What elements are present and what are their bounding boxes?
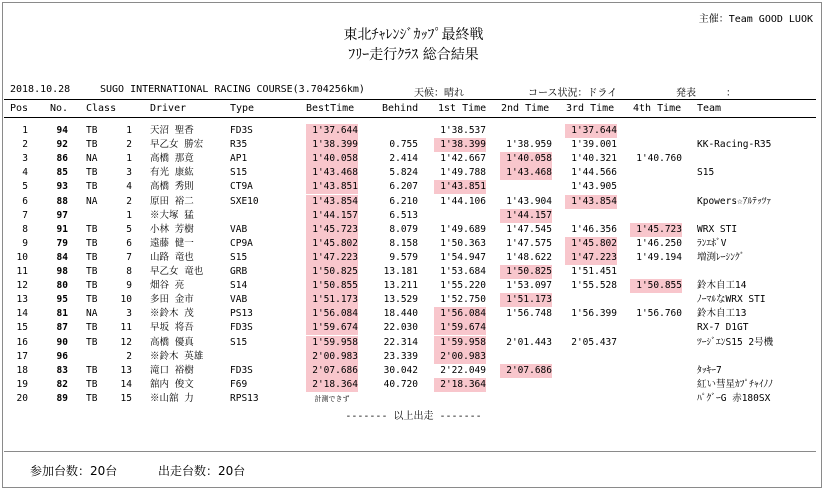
cell-best: 1'43.851: [306, 180, 358, 194]
cell-cr: 2: [126, 139, 132, 151]
cell-t2: [500, 124, 552, 138]
cell-pos: 19: [16, 378, 28, 390]
cell-team: [697, 350, 815, 364]
cell-team: ﾗﾝｴﾎﾞV: [697, 237, 727, 249]
cell-t2: 1'51.173: [500, 293, 552, 307]
cell-t1: [434, 209, 486, 223]
cell-no: 84: [56, 251, 68, 263]
course-status: コース状況：ドライ: [528, 88, 618, 99]
cell-behind: [364, 392, 418, 406]
cell-no: 90: [56, 336, 68, 348]
cell-behind: 13.211: [383, 280, 418, 292]
cell-best: 計測できず: [314, 394, 350, 403]
cell-cr: 14: [120, 378, 132, 390]
cell-no: 87: [56, 322, 68, 334]
cell-driver: 舘内 俊文: [150, 378, 194, 390]
cell-t4: 1'56.760: [636, 308, 682, 320]
cell-t2: [500, 392, 552, 406]
cell-driver: 遠藤 健一: [150, 237, 194, 249]
cell-cls: TB: [86, 364, 98, 376]
cell-cls: TB: [86, 181, 98, 193]
header-behind: Behind: [382, 103, 419, 114]
cell-best: 1'43.854: [306, 195, 358, 209]
cell-no: 92: [56, 139, 68, 151]
cell-best: 1'51.173: [306, 293, 358, 307]
cell-t2: [500, 378, 552, 392]
cell-best: 2'07.686: [306, 364, 358, 378]
cell-behind: 6.207: [389, 181, 418, 193]
cell-driver: ※鈴木 茂: [150, 308, 194, 320]
cell-pos: 12: [16, 280, 28, 292]
cell-behind: 23.339: [383, 350, 418, 362]
cell-pos: 5: [22, 181, 28, 193]
cell-best: 2'18.364: [306, 378, 358, 392]
cell-best: 1'45.723: [306, 223, 358, 237]
cell-no: 80: [56, 280, 68, 292]
cell-cr: 1: [126, 125, 132, 136]
cell-team: [697, 209, 815, 223]
cell-cr: 1: [126, 153, 132, 165]
cell-pos: 2: [22, 139, 28, 151]
cell-t4: [630, 336, 682, 350]
cell-t4: [630, 265, 682, 279]
cell-cr: 11: [120, 322, 132, 334]
cell-driver: ※山舘 力: [150, 392, 194, 404]
header-team: Team: [697, 103, 722, 114]
cell-type: VAB: [230, 223, 248, 235]
cell-driver: 早乙女 勝宏: [150, 139, 204, 151]
cell-team: Kpowers☆ｱﾙﾃｯﾂｧ: [697, 195, 772, 207]
cell-t3: 1'56.399: [571, 308, 617, 320]
cell-t4: [630, 166, 682, 180]
cell-pos: 3: [22, 153, 28, 165]
cell-pos: 20: [16, 392, 28, 404]
cell-behind: 30.042: [383, 364, 418, 376]
cell-t4: 1'40.760: [636, 153, 682, 165]
cell-cls: TB: [86, 223, 98, 235]
announce-time: 発表 ：: [676, 88, 736, 99]
cell-type: S15: [230, 251, 248, 263]
cell-cr: 6: [126, 237, 132, 249]
cell-no: 96: [56, 350, 68, 362]
cell-team: [697, 265, 815, 279]
cell-no: 97: [56, 209, 68, 221]
event-date: 2018.10.28: [10, 84, 71, 95]
end-note: ------- 以上出走 -------: [345, 411, 482, 422]
cell-t4: [630, 364, 682, 378]
cell-no: 89: [56, 392, 68, 404]
cell-pos: 14: [16, 308, 28, 320]
cell-type: GRB: [230, 266, 248, 277]
cell-cls: NA: [86, 195, 98, 207]
cell-best: 1'44.157: [306, 209, 358, 223]
cell-type: [230, 350, 290, 364]
cell-t3: 1'40.321: [571, 153, 617, 165]
cell-t2: 1'43.904: [506, 195, 552, 207]
cell-driver: 早乙女 竜也: [150, 266, 204, 277]
cell-no: 98: [56, 266, 68, 277]
cell-type: SXE10: [230, 195, 259, 207]
cell-t1: 1'38.537: [440, 125, 486, 136]
cell-t2: [500, 350, 552, 364]
cell-behind: 5.824: [389, 167, 418, 179]
cell-t4: [630, 378, 682, 392]
cell-t4: [630, 180, 682, 194]
cell-t2: 1'56.748: [506, 308, 552, 320]
cell-t3: 2'05.437: [571, 336, 617, 348]
cell-type: PS13: [230, 308, 253, 320]
cell-driver: 高橋 那竟: [150, 153, 194, 165]
cell-no: 95: [56, 294, 68, 306]
header-class: Class: [86, 103, 117, 114]
cell-best: 1'50.855: [306, 279, 358, 293]
cell-t2: 1'50.825: [500, 265, 552, 279]
cell-t1: 1'56.084: [434, 307, 486, 321]
cell-t2: 1'44.157: [500, 209, 552, 223]
cell-t4: 1'46.250: [636, 237, 682, 249]
cell-type: FD3S: [230, 364, 253, 376]
cell-t3: 1'43.854: [565, 195, 617, 209]
cell-pos: 7: [22, 209, 28, 221]
cell-best: 1'45.802: [306, 237, 358, 251]
cell-t1: 2'22.049: [440, 364, 486, 376]
cell-t3: [565, 321, 617, 335]
cell-type: S15: [230, 336, 248, 348]
cell-t2: [500, 321, 552, 335]
cell-type: FD3S: [230, 125, 253, 136]
cell-type: AP1: [230, 153, 248, 165]
cell-no: 79: [56, 237, 68, 249]
course-name: SUGO INTERNATIONAL RACING COURSE(3.704256km): [100, 84, 365, 95]
cell-cls: TB: [86, 139, 98, 151]
cell-behind: 8.079: [389, 223, 418, 235]
cell-type: [230, 209, 290, 223]
cell-cr: 3: [126, 308, 132, 320]
cell-t3: 1'45.802: [565, 237, 617, 251]
cell-team: 紅い彗星ｶﾌﾟﾁｬｲﾉﾉ: [697, 378, 774, 390]
cell-cr: 3: [126, 167, 132, 179]
cell-driver: 原田 裕二: [150, 195, 194, 207]
cell-t4: [630, 124, 682, 138]
cell-best: 1'59.958: [306, 336, 358, 350]
cell-best: 1'50.825: [306, 265, 358, 279]
cell-behind: 18.440: [383, 308, 418, 320]
header-pos: Pos: [10, 103, 29, 114]
cell-best: 1'59.674: [306, 321, 358, 335]
cell-no: 88: [56, 195, 68, 207]
cell-cls: TB: [86, 322, 98, 334]
cell-t1: 1'50.363: [440, 237, 486, 249]
cell-t1: 1'59.674: [434, 321, 486, 335]
cell-t3: [565, 364, 617, 378]
cell-pos: 1: [22, 125, 28, 136]
cell-t2: 2'07.686: [500, 364, 552, 378]
cell-team: [697, 152, 815, 166]
header-t1: 1st Time: [438, 103, 487, 114]
cell-t2: 1'48.622: [506, 251, 552, 263]
cell-t1: 1'38.399: [434, 138, 486, 152]
cell-driver: ※鈴木 英雄: [150, 350, 204, 362]
cell-behind: 13.529: [383, 294, 418, 306]
cell-cr: 5: [126, 223, 132, 235]
cell-behind: 0.755: [389, 139, 418, 151]
cell-t3: 1'46.356: [571, 223, 617, 235]
starters-count: 出走台数：20台: [158, 464, 246, 478]
cell-pos: 8: [22, 223, 28, 235]
cell-t1: 1'42.667: [440, 153, 486, 165]
cell-behind: 13.181: [383, 266, 418, 277]
cell-cr: 12: [120, 336, 132, 348]
cell-pos: 4: [22, 167, 28, 179]
cell-t3: 1'44.566: [571, 167, 617, 179]
cell-t2: 1'47.545: [506, 223, 552, 235]
cell-type: S14: [230, 280, 248, 292]
cell-type: VAB: [230, 294, 248, 306]
cell-cls: [86, 350, 108, 364]
cell-type: S15: [230, 167, 248, 179]
cell-cr: 15: [120, 392, 132, 404]
cell-team: RX-7 D1GT: [697, 322, 749, 334]
cell-t4: 1'50.855: [630, 279, 682, 293]
cell-cls: TB: [86, 125, 98, 136]
cell-driver: 早坂 将吾: [150, 322, 194, 334]
cell-cls: TB: [86, 392, 98, 404]
cell-no: 85: [56, 167, 68, 179]
cell-best: 1'43.468: [306, 166, 358, 180]
cell-driver: ※大塚 猛: [150, 209, 194, 221]
cell-no: 94: [56, 125, 68, 136]
header-best: BestTime: [306, 103, 355, 114]
cell-behind: 22.314: [383, 336, 418, 348]
cell-t4: [630, 195, 682, 209]
cell-t3: 1'55.528: [571, 280, 617, 292]
cell-t3: 1'39.001: [571, 139, 617, 151]
cell-t4: [630, 392, 682, 406]
cell-team: ﾂｰｼﾞｴﾝS15 2号機: [697, 336, 774, 348]
cell-driver: 高橋 秀則: [150, 181, 194, 193]
cell-pos: 10: [16, 251, 28, 263]
cell-t1: 1'52.750: [440, 294, 486, 306]
cell-t1: 1'53.684: [440, 266, 486, 277]
header-t4: 4th Time: [633, 103, 682, 114]
header-t3: 3rd Time: [566, 103, 615, 114]
cell-pos: 17: [16, 350, 28, 362]
cell-behind: 22.030: [383, 322, 418, 334]
cell-team: S15: [697, 167, 715, 179]
cell-team: 鈴木自工14: [697, 280, 747, 292]
cell-type: F69: [230, 378, 248, 390]
cell-t4: [630, 138, 682, 152]
cell-t4: [630, 293, 682, 307]
cell-driver: 小林 芳樹: [150, 223, 194, 235]
divider-footer: [4, 451, 816, 452]
cell-pos: 9: [22, 237, 28, 249]
cell-type: RPS13: [230, 392, 259, 404]
cell-no: 82: [56, 378, 68, 390]
cell-cr: 10: [120, 294, 132, 306]
header-type: Type: [230, 103, 255, 114]
cell-t3: [565, 392, 617, 406]
cell-cls: NA: [86, 308, 98, 320]
cell-cls: TB: [86, 294, 98, 306]
cell-team: [697, 180, 815, 194]
cell-cls: TB: [86, 336, 98, 348]
cell-t2: 1'53.097: [506, 280, 552, 292]
entries-count: 参加台数：20台: [30, 464, 118, 478]
cell-t2: 1'38.959: [506, 139, 552, 151]
cell-cls: TB: [86, 266, 98, 277]
header-driver: Driver: [150, 103, 187, 114]
cell-type: CP9A: [230, 237, 253, 249]
cell-t2: 2'01.443: [506, 336, 552, 348]
cell-t4: 1'45.723: [630, 223, 682, 237]
cell-team: ﾉｰﾏﾙなWRX STI: [697, 294, 766, 306]
cell-t1: 2'18.364: [434, 378, 486, 392]
cell-pos: 16: [16, 336, 28, 348]
header-t2: 2nd Time: [501, 103, 550, 114]
cell-behind: 6.513: [389, 209, 418, 221]
cell-t1: 1'54.947: [440, 251, 486, 263]
cell-best: 1'37.644: [306, 124, 358, 138]
cell-t1: 1'43.851: [434, 180, 486, 194]
cell-t3: 1'47.223: [565, 251, 617, 265]
page-title: 東北ﾁｬﾚﾝｼﾞｶｯﾌﾟ最終戦: [343, 27, 484, 43]
cell-team: ﾀｯｷｰ7: [697, 364, 722, 376]
cell-team: ﾊﾟｸﾞｰG 赤180SX: [697, 392, 771, 404]
cell-cr: 8: [126, 266, 132, 277]
cell-driver: 有光 康紘: [150, 167, 194, 179]
cell-t3: [565, 293, 617, 307]
cell-no: 81: [56, 308, 68, 320]
cell-t4: [630, 321, 682, 335]
cell-behind: 40.720: [383, 378, 418, 390]
cell-driver: 多田 金市: [150, 294, 194, 306]
header-no: No.: [50, 103, 69, 114]
cell-t3: 1'51.451: [571, 266, 617, 277]
cell-t2: 1'47.575: [506, 237, 552, 249]
cell-t1: 1'49.788: [440, 167, 486, 179]
cell-t1: 1'49.689: [440, 223, 486, 235]
weather: 天候：晴れ: [414, 88, 464, 99]
cell-pos: 15: [16, 322, 28, 334]
cell-driver: 滝口 裕樹: [150, 364, 194, 376]
cell-team: WRX STI: [697, 223, 738, 235]
cell-driver: 山路 竜也: [150, 251, 194, 263]
cell-team: 増渕ﾚｰｼﾝｸﾞ: [697, 251, 745, 263]
cell-team: [697, 124, 815, 138]
cell-best: 2'00.983: [306, 350, 358, 364]
divider-top: [4, 99, 816, 100]
cell-team: 鈴木自工13: [697, 308, 747, 320]
cell-behind: 6.210: [389, 195, 418, 207]
cell-t3: [565, 209, 617, 223]
cell-cr: 13: [120, 364, 132, 376]
cell-best: 1'38.399: [306, 138, 358, 152]
cell-t2: 1'43.468: [500, 166, 552, 180]
cell-no: 86: [56, 153, 68, 165]
cell-pos: 18: [16, 364, 28, 376]
cell-t4: [630, 350, 682, 364]
organizer: 主催：Team GOOD LUOK: [698, 14, 813, 25]
cell-cls: TB: [86, 167, 98, 179]
cell-cr: 9: [126, 280, 132, 292]
cell-pos: 11: [16, 266, 28, 277]
cell-cr: 4: [126, 181, 132, 193]
cell-type: R35: [230, 139, 248, 151]
cell-behind: [364, 124, 418, 138]
cell-cls: TB: [86, 280, 98, 292]
cell-driver: 高橋 優真: [150, 336, 194, 348]
cell-cr: 1: [126, 209, 132, 221]
cell-type: FD3S: [230, 322, 253, 334]
cell-cls: NA: [86, 153, 98, 165]
cell-best: 1'56.084: [306, 307, 358, 321]
cell-driver: 天沼 聖香: [150, 125, 194, 136]
cell-cr: 2: [126, 195, 132, 207]
cell-cls: [86, 209, 108, 223]
cell-t3: 1'43.905: [571, 181, 617, 193]
cell-t4: [630, 209, 682, 223]
cell-cr: 7: [126, 251, 132, 263]
cell-t3: [565, 378, 617, 392]
cell-cls: TB: [86, 237, 98, 249]
cell-pos: 13: [16, 294, 28, 306]
cell-t1: 2'00.983: [434, 350, 486, 364]
cell-t3: [565, 350, 617, 364]
cell-no: 91: [56, 223, 68, 235]
cell-pos: 6: [22, 195, 28, 207]
cell-type: CT9A: [230, 181, 253, 193]
cell-cls: TB: [86, 378, 98, 390]
cell-team: KK-Racing-R35: [697, 139, 772, 151]
cell-no: 83: [56, 364, 68, 376]
cell-t1: 1'55.220: [440, 280, 486, 292]
cell-t1: 1'59.958: [434, 336, 486, 350]
cell-driver: 畑谷 亮: [150, 280, 185, 292]
cell-t2: [500, 180, 552, 194]
cell-cls: TB: [86, 251, 98, 263]
cell-t1: [434, 392, 486, 406]
cell-behind: 2.414: [389, 153, 418, 165]
cell-no: 93: [56, 181, 68, 193]
cell-best: 1'47.223: [306, 251, 358, 265]
cell-behind: 8.158: [389, 237, 418, 249]
divider-header: [4, 117, 816, 118]
cell-t1: 1'44.106: [440, 195, 486, 207]
cell-t2: 1'40.058: [500, 152, 552, 166]
cell-best: 1'40.058: [306, 152, 358, 166]
cell-t4: 1'49.194: [636, 251, 682, 263]
cell-cr: 2: [126, 350, 132, 362]
page-subtitle: ﾌﾘｰ走行ｸﾗｽ 総合結果: [348, 47, 479, 63]
cell-t3: 1'37.644: [565, 124, 617, 138]
cell-behind: 9.579: [389, 251, 418, 263]
